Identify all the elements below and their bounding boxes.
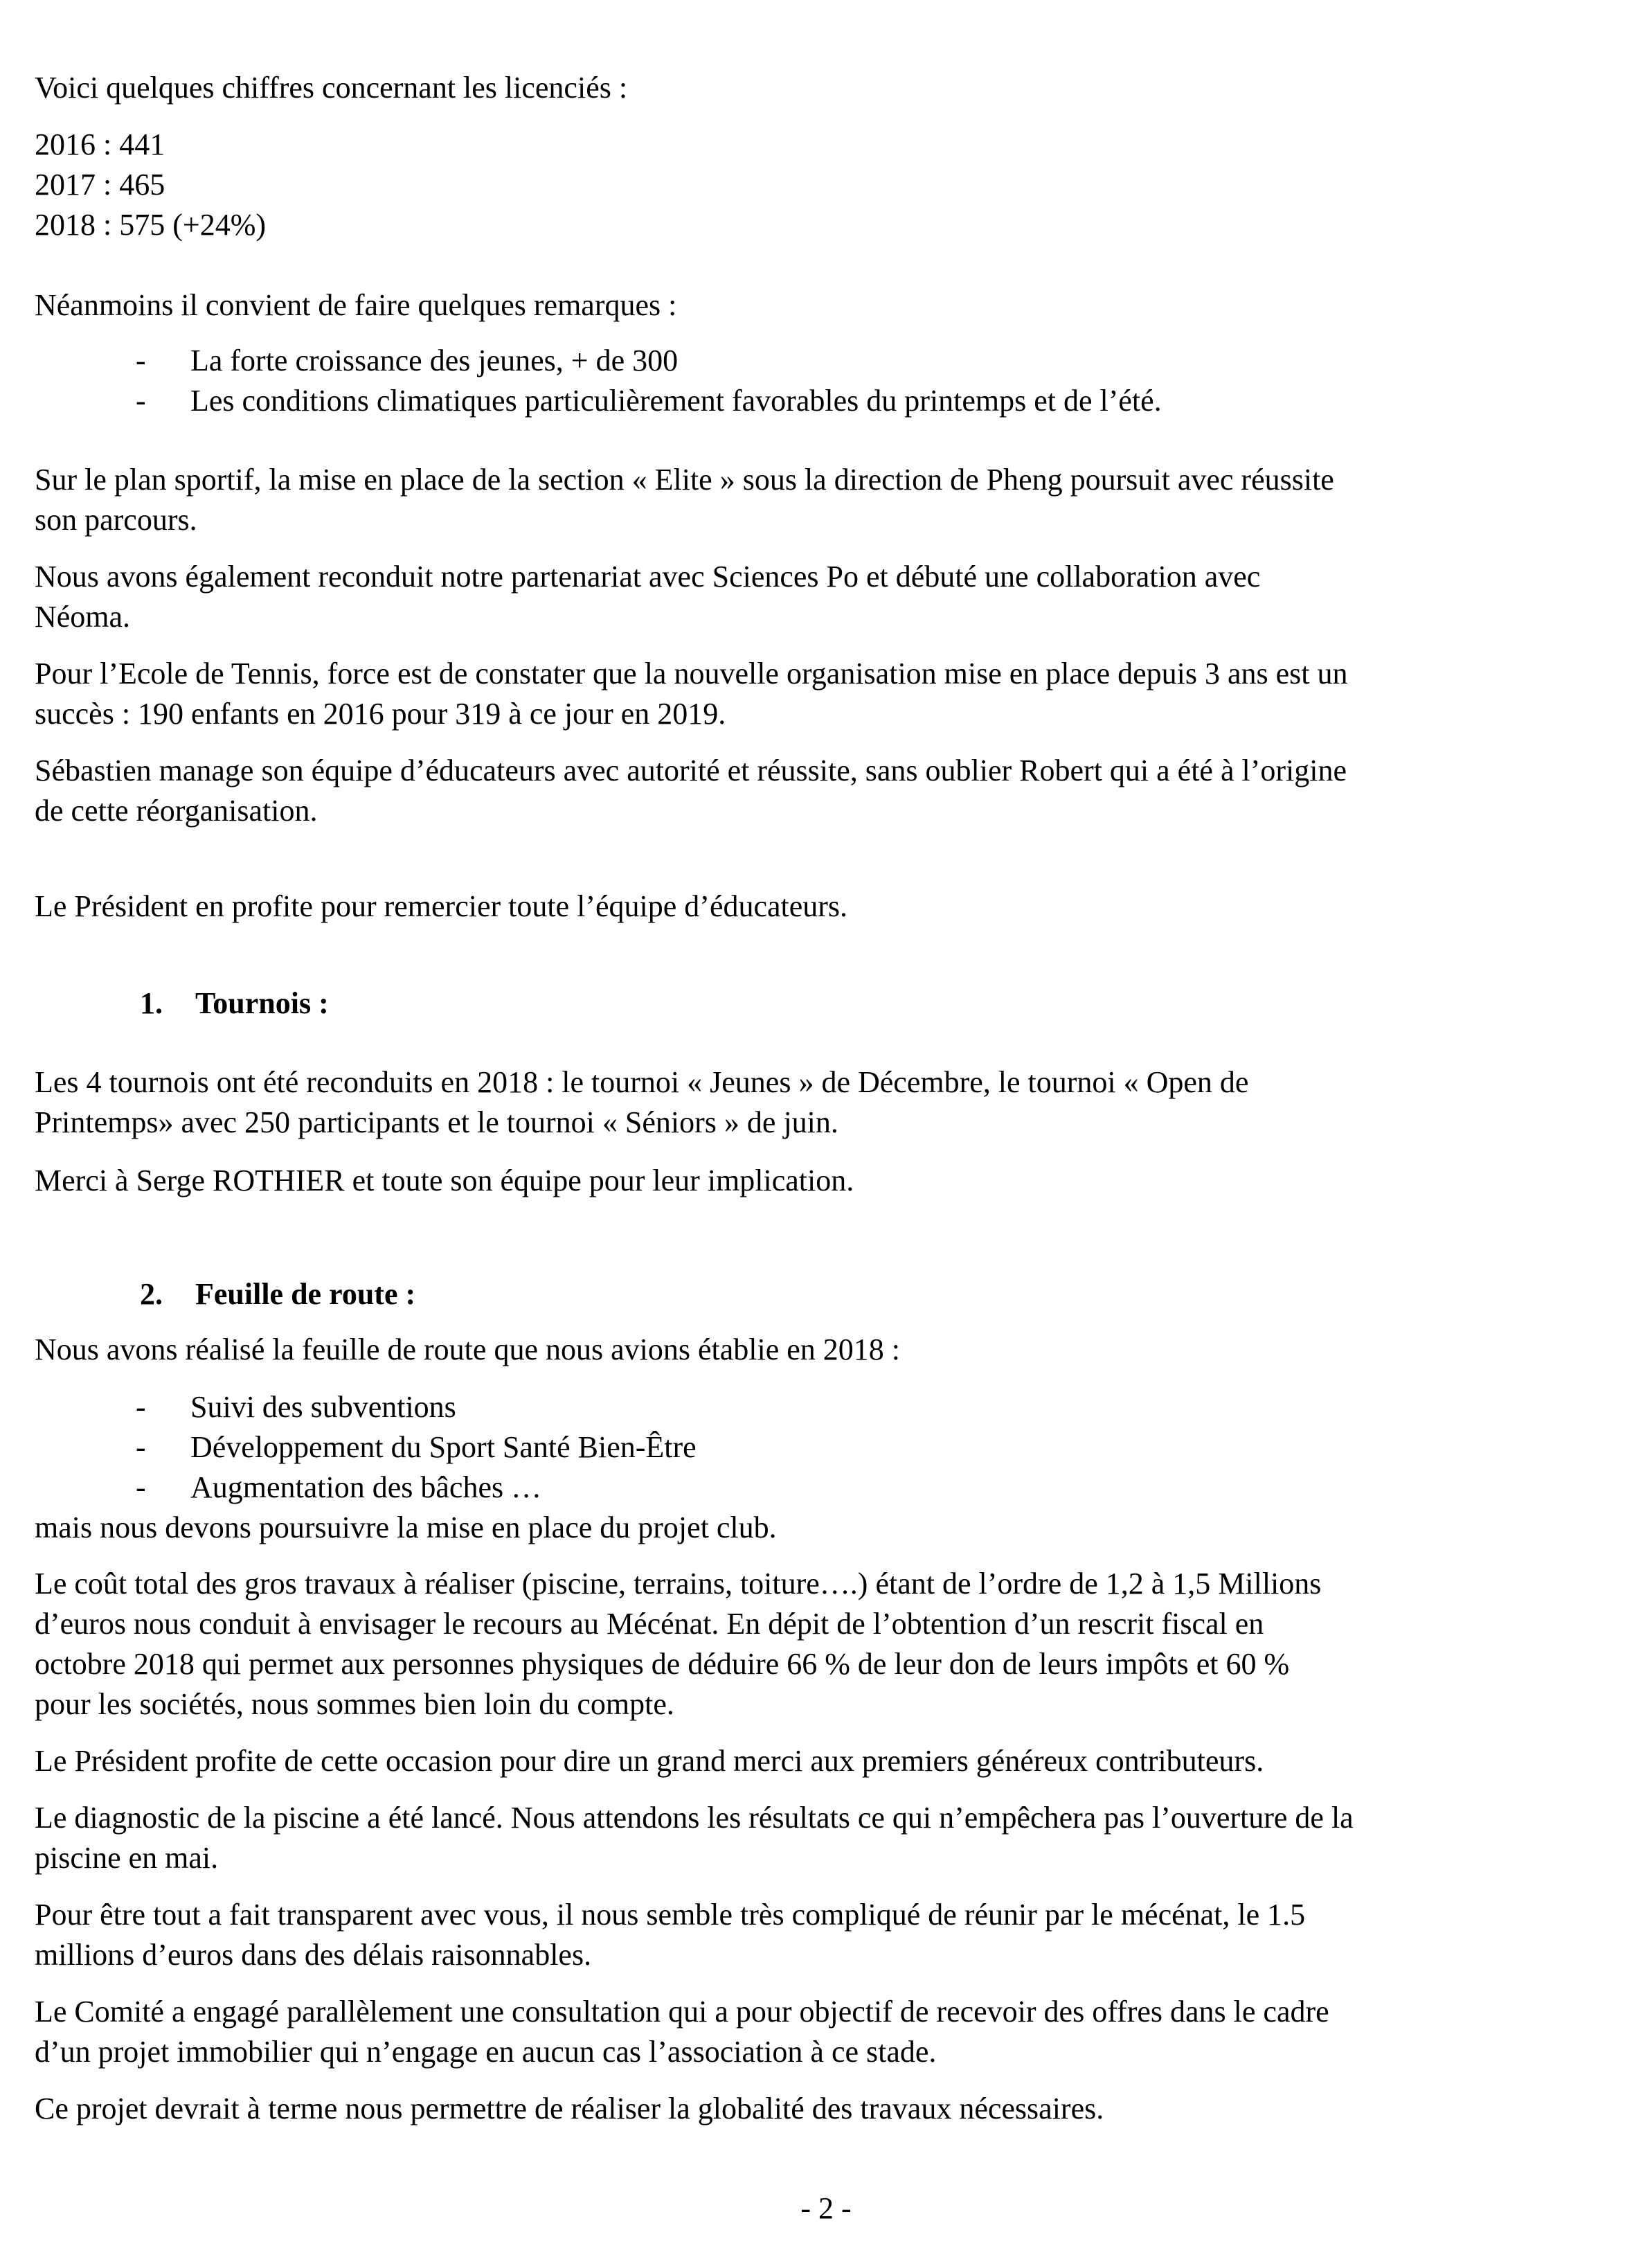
list-item-text: Suivi des subventions — [190, 1390, 456, 1424]
paragraph-line: de cette réorganisation. — [35, 794, 318, 828]
licencies-2016: 2016 : 441 — [35, 127, 165, 161]
licencies-2018: 2018 : 575 (+24%) — [35, 208, 266, 242]
projet-club-line: mais nous devons poursuivre la mise en place du projet club. — [35, 1510, 777, 1544]
section-number: 2. — [140, 1277, 163, 1311]
paragraph-line: Sur le plan sportif, la mise en place de la section « Elite » sous la direction de Pheng poursuit avec réussite — [35, 463, 1334, 497]
conclusion: Ce projet devrait à terme nous permettre de réaliser la globalité des travaux nécessaires. — [35, 2092, 1104, 2125]
paragraph-line: d’un projet immobilier qui n’engage en aucun cas l’association à ce stade. — [35, 2035, 937, 2069]
paragraph-line: millions d’euros dans des délais raisonnables. — [35, 1938, 592, 1972]
licencies-2017: 2017 : 465 — [35, 168, 165, 202]
paragraph-line: Pour être tout a fait transparent avec vous, il nous semble très compliqué de réunir par le mécénat, le 1.5 — [35, 1898, 1306, 1932]
paragraph-line: Nous avons également reconduit notre partenariat avec Sciences Po et débuté une collaboration avec — [35, 560, 1261, 594]
list-item-text: Augmentation des bâches … — [190, 1470, 542, 1504]
paragraph-line: Pour l’Ecole de Tennis, force est de constater que la nouvelle organisation mise en place depuis 3 ans est un — [35, 657, 1348, 690]
bullet-dash: - — [136, 1390, 146, 1424]
paragraph-line: piscine en mai. — [35, 1841, 219, 1875]
licencies-intro: Voici quelques chiffres concernant les licenciés : — [35, 71, 628, 105]
bullet-dash: - — [136, 384, 146, 418]
list-item-text: Les conditions climatiques particulièrement favorables du printemps et de l’été. — [190, 384, 1162, 418]
paragraph-line: succès : 190 enfants en 2016 pour 319 à ce jour en 2019. — [35, 697, 726, 731]
paragraph-line: Le coût total des gros travaux à réaliser (piscine, terrains, toiture….) étant de l’ordre de 1,2 à 1,5 Millions — [35, 1567, 1322, 1601]
bullet-dash: - — [136, 1470, 146, 1504]
page-number: - 2 - — [800, 2191, 852, 2225]
list-item-text: Développement du Sport Santé Bien-Être — [190, 1430, 697, 1464]
paragraph-line: Néoma. — [35, 600, 131, 634]
remarques-intro: Néanmoins il convient de faire quelques remarques : — [35, 288, 677, 322]
paragraph-line: son parcours. — [35, 503, 197, 537]
paragraph-line: Le Comité a engagé parallèlement une consultation qui a pour objectif de recevoir des offres dans le cadre — [35, 1995, 1329, 2029]
paragraph-line: Le diagnostic de la piscine a été lancé. Nous attendons les résultats ce qui n’empêchera pas l’ouverture de la — [35, 1801, 1354, 1835]
paragraph-line: octobre 2018 qui permet aux personnes physiques de déduire 66 % de leur don de leurs impôts et 60 % — [35, 1647, 1290, 1681]
paragraph-line: Sébastien manage son équipe d’éducateurs avec autorité et réussite, sans oublier Robert qui a été à l’origine — [35, 754, 1347, 787]
section-number: 1. — [140, 986, 163, 1020]
bullet-dash: - — [136, 1430, 146, 1464]
bullet-dash: - — [136, 344, 146, 377]
paragraph-line: Les 4 tournois ont été reconduits en 2018 : le tournoi « Jeunes » de Décembre, le tournoi « Open de — [35, 1065, 1249, 1099]
president-thanks: Le Président en profite pour remercier toute l’équipe d’éducateurs. — [35, 889, 848, 923]
section-heading-tournois — [140, 983, 329, 1024]
feuille-de-route-intro: Nous avons réalisé la feuille de route que nous avions établie en 2018 : — [35, 1333, 900, 1366]
tournois-thanks: Merci à Serge ROTHIER et toute son équipe pour leur implication. — [35, 1164, 854, 1197]
paragraph-line: pour les sociétés, nous sommes bien loin du compte. — [35, 1687, 674, 1721]
list-item-text: La forte croissance des jeunes, + de 300 — [190, 344, 679, 377]
president-contributors: Le Président profite de cette occasion pour dire un grand merci aux premiers généreux contributeurs. — [35, 1744, 1264, 1778]
paragraph-line: Printemps» avec 250 participants et le tournoi « Séniors » de juin. — [35, 1105, 838, 1139]
section-title: Tournois : — [195, 986, 329, 1020]
section-heading-feuille-de-route — [140, 1274, 415, 1314]
section-title: Feuille de route : — [195, 1277, 416, 1311]
paragraph-line: d’euros nous conduit à envisager le recours au Mécénat. En dépit de l’obtention d’un rescrit fiscal en — [35, 1607, 1264, 1641]
